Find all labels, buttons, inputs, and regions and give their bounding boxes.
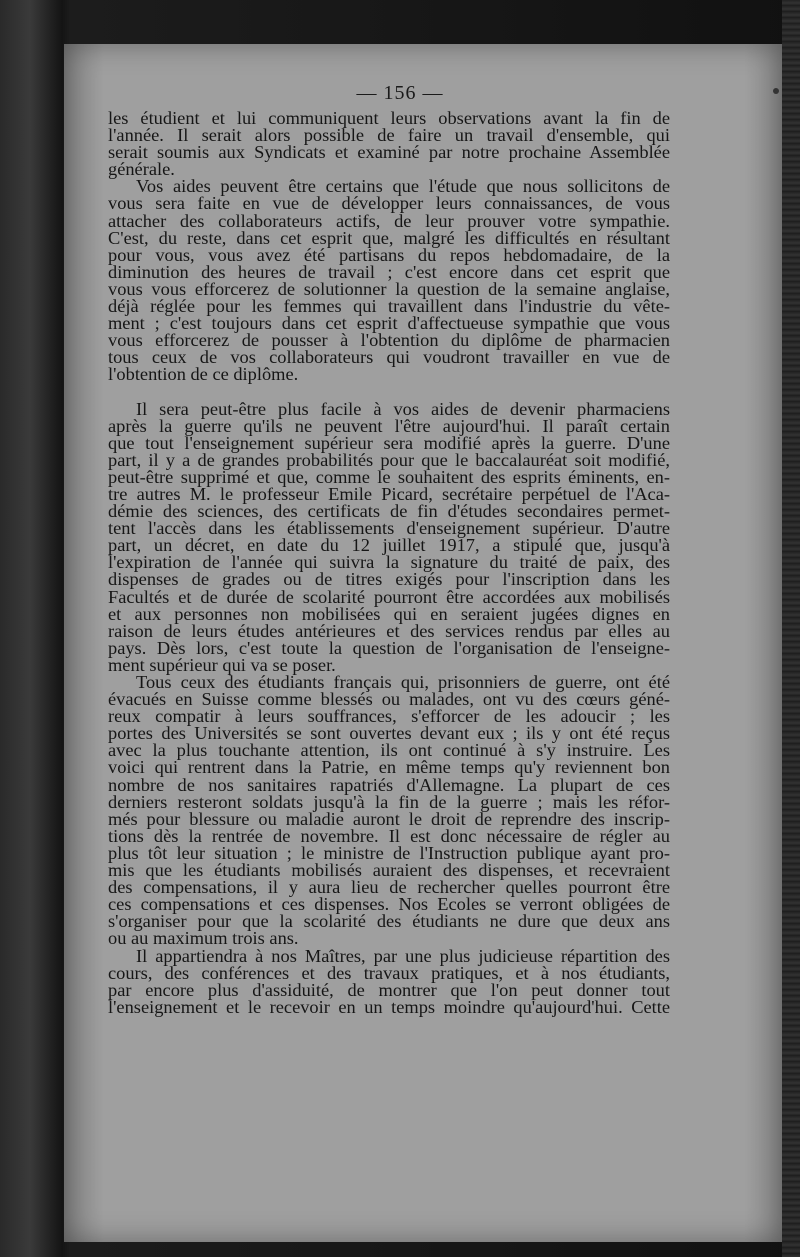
text-line: serait soumis aux Syndicats et examiné par notre prochaine Assemblée bbox=[108, 142, 670, 163]
text-line: l'obtention de ce diplôme. bbox=[108, 364, 299, 385]
text-line: avec la plus touchante attention, ils ont continué à s'y instruire. Les bbox=[108, 740, 670, 761]
text-line: tous ceux de vos collaborateurs qui voudront travailler en vue de bbox=[108, 347, 670, 368]
text-line: que tout l'enseignement supérieur sera modifié après la guerre. D'une bbox=[108, 432, 670, 453]
text-line: reux compatir à leurs souffrances, s'efforcer de les adoucir ; les bbox=[108, 706, 670, 727]
text-line: les étudient et lui communiquent leurs observations avant la fin de bbox=[108, 108, 670, 128]
text-line: générale. bbox=[108, 159, 175, 180]
paragraph-gap bbox=[108, 384, 670, 401]
text-line: pays. Dès lors, c'est toute la question de l'organisation de l'enseigne- bbox=[108, 637, 670, 658]
text-line: l'enseignement et le recevoir en un temps moindre qu'aujourd'hui. Cette bbox=[108, 996, 670, 1017]
text-line: raison de leurs études antérieures et des services rendus par elles au bbox=[108, 620, 670, 641]
text-line: ou au maximum trois ans. bbox=[108, 928, 299, 949]
text-line: l'année. Il serait alors possible de faire un travail d'ensemble, qui bbox=[108, 125, 670, 146]
text-line: ment supérieur qui va se poser. bbox=[108, 654, 336, 675]
text-line: més pour blessure ou maladie auront le droit de reprendre des inscrip- bbox=[108, 808, 670, 829]
text-line: vous vous efforcerez de solutionner la question de la semaine anglaise, bbox=[108, 278, 670, 299]
text-line: Il sera peut-être plus facile à vos aides de devenir pharmaciens bbox=[136, 398, 670, 419]
text-line: tent l'accès dans les établissements d'enseignement supérieur. D'autre bbox=[108, 518, 670, 539]
text-line: peut-être supprimé et que, comme le souhaitent des esprits éminents, en- bbox=[108, 466, 670, 487]
text-line: portes des Universités se sont ouvertes devant eux ; ils y ont été reçus bbox=[108, 723, 670, 744]
text-line: vous efforcerez de pousser à l'obtention du diplôme de pharmacien bbox=[108, 330, 670, 351]
text-line: tre autres M. le professeur Emile Picard, secrétaire perpétuel de l'Aca- bbox=[108, 483, 670, 504]
text-line: dispenses de grades ou de titres exigés pour l'inscription dans les bbox=[108, 569, 670, 590]
text-line: C'est, du reste, dans cet esprit que, malgré les difficultés en résultant bbox=[108, 227, 670, 248]
text-line: nombre de nos sanitaires rapatriés d'Allemagne. La plupart de ces bbox=[108, 774, 670, 795]
text-line: démie des sciences, des certificats de fin d'études secondaires permet- bbox=[108, 501, 670, 522]
text-line: part, il y a de grandes probabilités pour que le baccalauréat soit modifié, bbox=[108, 449, 670, 470]
book-spine-edge bbox=[782, 0, 800, 1257]
text-line: ces compensations et ces dispenses. Nos Ecoles se verront obligées de bbox=[108, 894, 670, 915]
text-line: derniers resteront soldats jusqu'à la fin de la guerre ; mais les réfor- bbox=[108, 791, 670, 812]
text-line: Vos aides peuvent être certains que l'étude que nous sollicitons de bbox=[136, 176, 670, 197]
text-line: cours, des conférences et des travaux pratiques, et à nos étudiants, bbox=[108, 962, 670, 983]
text-line: par encore plus d'assiduité, de montrer que l'on peut donner tout bbox=[108, 979, 670, 1000]
text-line: voici qui rentrent dans la Patrie, en même temps qu'y reviennent bon bbox=[108, 757, 670, 778]
text-line: mis que les étudiants mobilisés auraient des dispenses, et recevraient bbox=[108, 860, 670, 881]
text-line: pour vous, vous avez été partisans du repos hebdomadaire, de la bbox=[108, 244, 670, 265]
text-line: attacher des collaborateurs actifs, de leur prouver votre sympathie. bbox=[108, 210, 670, 231]
text-line: après la guerre qu'ils ne peuvent l'être aujourd'hui. Il paraît certain bbox=[108, 415, 670, 436]
text-line: ment ; c'est toujours dans cet esprit d'affectueuse sympathie que vous bbox=[108, 313, 670, 334]
text-line: s'organiser pour que la scolarité des étudiants ne dure que deux ans bbox=[108, 911, 670, 932]
text-line: des compensations, il y aura lieu de rechercher quelles pourront être bbox=[108, 877, 670, 898]
text-line: Tous ceux des étudiants français qui, prisonniers de guerre, ont été bbox=[136, 672, 670, 692]
text-line: Il appartiendra à nos Maîtres, par une plus judicieuse répartition des bbox=[136, 945, 670, 966]
body-text bbox=[108, 110, 670, 1016]
text-line: Facultés et de durée de scolarité pourront être accordées aux mobilisés bbox=[108, 586, 670, 607]
text-line: et aux personnes non mobilisées qui en seraient jugées dignes en bbox=[108, 603, 670, 624]
text-line: déjà réglée pour les femmes qui travaillent dans l'industrie du vête- bbox=[108, 296, 670, 317]
text-line: plus tôt leur situation ; le ministre de l'Instruction publique ayant pro- bbox=[108, 842, 670, 863]
text-line: vous sera faite en vue de développer leurs connaissances, de vous bbox=[108, 193, 670, 214]
text-line: tions dès la rentrée de novembre. Il est donc nécessaire de régler au bbox=[108, 825, 670, 846]
page-number: — 156 — bbox=[356, 82, 444, 104]
text-line: diminution des heures de travail ; c'est encore dans cet esprit que bbox=[108, 261, 670, 282]
text-line: l'expiration de l'année qui suivra la signature du traité de paix, des bbox=[108, 552, 670, 573]
text-line: évacués en Suisse comme blessés ou malades, ont vu des cœurs géné- bbox=[108, 689, 670, 710]
text-line: part, un décret, en date du 12 juillet 1917, a stipulé que, jusqu'à bbox=[108, 535, 670, 556]
